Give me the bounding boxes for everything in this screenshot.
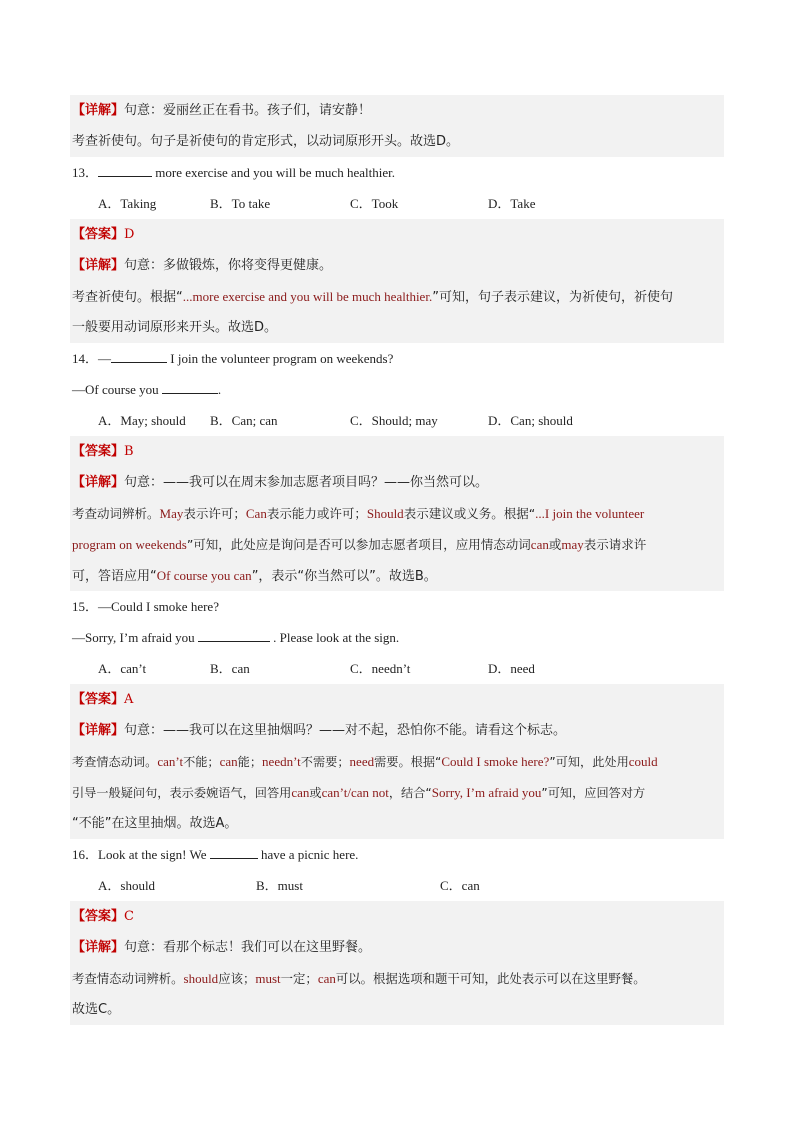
q16-answer — [70, 901, 724, 932]
q13-explanation-line-3: 一般要用动词原形来开头。故选D。 — [70, 312, 724, 343]
answer-blank — [98, 162, 152, 177]
q13-stem: 13． more exercise and you will be much healthier. — [70, 157, 724, 188]
explanation-tag: 【详解】 — [72, 475, 125, 490]
answer-letter: C — [124, 909, 134, 924]
option-b[interactable]: B．To take — [210, 196, 271, 211]
q15-answer — [70, 684, 724, 715]
option-c[interactable]: C．Took — [350, 196, 399, 211]
q15-options — [70, 653, 724, 684]
answer-tag: 【答案】 — [72, 909, 125, 924]
q15-explanation-line-1: 【详解】句意：——我可以在这里抽烟吗？——对不起，恐怕你不能。请看这个标志。 — [70, 715, 724, 746]
option-a[interactable]: A．May; should — [98, 413, 186, 428]
explanation-tag: 【详解】 — [72, 258, 125, 273]
answer-letter: B — [124, 444, 134, 459]
answer-letter: A — [124, 692, 134, 707]
explanation-tag: 【详解】 — [72, 723, 125, 738]
option-b[interactable]: B．Can; can — [210, 413, 278, 428]
answer-blank — [162, 379, 218, 394]
q14-explanation-line-1: 【详解】句意：——我可以在周末参加志愿者项目吗？——你当然可以。 — [70, 467, 724, 498]
q14-stem-2: —Of course you . — [70, 374, 724, 405]
q16-explanation-line-3: 故选C。 — [70, 994, 724, 1025]
q14-answer — [70, 436, 724, 467]
option-a[interactable]: A．should — [98, 878, 156, 893]
answer-tag: 【答案】 — [72, 444, 125, 459]
answer-letter: D — [124, 227, 135, 242]
answer-blank — [210, 844, 258, 859]
answer-blank — [198, 627, 270, 642]
q14-stem-1: 14．— I join the volunteer program on weekends? — [70, 343, 724, 374]
q15-explanation-line-3: 引导一般疑问句，表示委婉语气，回答用can或can’t/can not，结合“Sorry, I’m afraid you”可知，应回答对方 — [70, 777, 724, 808]
q12-explanation-line-2: 考查祈使句。句子是祈使句的肯定形式，以动词原形开头。故选D。 — [70, 126, 724, 157]
document-page — [70, 95, 724, 1025]
option-c[interactable]: C．needn’t — [350, 661, 411, 676]
option-a[interactable]: A．can’t — [98, 661, 147, 676]
q13-options — [70, 188, 724, 219]
q15-stem-1: 15．—Could I smoke here? — [72, 599, 219, 614]
q13-explanation-line-1: 【详解】句意：多做锻炼，你将变得更健康。 — [70, 250, 724, 281]
option-b[interactable]: B．can — [210, 661, 250, 676]
option-d[interactable]: D．Can; should — [488, 413, 573, 428]
q14-explanation-line-3: program on weekends”可知，此处应是询问是否可以参加志愿者项目，应用情态动词can或may表示请求许 — [70, 529, 724, 560]
q12-explanation-line-1: 【详解】句意：爱丽丝正在看书。孩子们，请安静！ — [70, 95, 724, 126]
option-a[interactable]: A．Taking — [98, 196, 157, 211]
explanation-tag: 【详解】 — [72, 103, 125, 118]
q15-explanation-line-2: 考查情态动词。can’t不能；can能；needn’t不需要；need需要。根据“Could I smoke here?”可知，此处用could — [70, 746, 724, 777]
answer-blank — [111, 348, 167, 363]
option-c[interactable]: C．Should; may — [350, 413, 438, 428]
q14-options — [70, 405, 724, 436]
q15-explanation-line-4: “不能”在这里抽烟。故选A。 — [70, 808, 724, 839]
q16-stem: 16．Look at the sign! We have a picnic here. — [70, 839, 724, 870]
q16-options — [70, 870, 724, 901]
answer-tag: 【答案】 — [72, 227, 125, 242]
option-b[interactable]: B．must — [256, 878, 303, 893]
q14-explanation-line-4: 可，答语应用“Of course you can”，表示“你当然可以”。故选B。 — [70, 560, 724, 591]
q13-answer — [70, 219, 724, 250]
q13-explanation-line-2: 考查祈使句。根据“...more exercise and you will be much healthier.”可知，句子表示建议，为祈使句，祈使句 — [70, 281, 724, 312]
option-c[interactable]: C．can — [440, 878, 480, 893]
q15-stem-2: —Sorry, I’m afraid you . Please look at the sign. — [70, 622, 724, 653]
option-d[interactable]: D．need — [488, 661, 535, 676]
q16-explanation-line-2: 考查情态动词辨析。should应该；must一定；can可以。根据选项和题干可知，此处表示可以在这里野餐。 — [70, 963, 724, 994]
option-d[interactable]: D．Take — [488, 196, 536, 211]
q16-explanation-line-1: 【详解】句意：看那个标志！我们可以在这里野餐。 — [70, 932, 724, 963]
q14-explanation-line-2: 考查动词辨析。May表示许可；Can表示能力或许可；Should表示建议或义务。根据“...I join the volunteer — [70, 498, 724, 529]
answer-tag: 【答案】 — [72, 692, 125, 707]
explanation-tag: 【详解】 — [72, 940, 125, 955]
